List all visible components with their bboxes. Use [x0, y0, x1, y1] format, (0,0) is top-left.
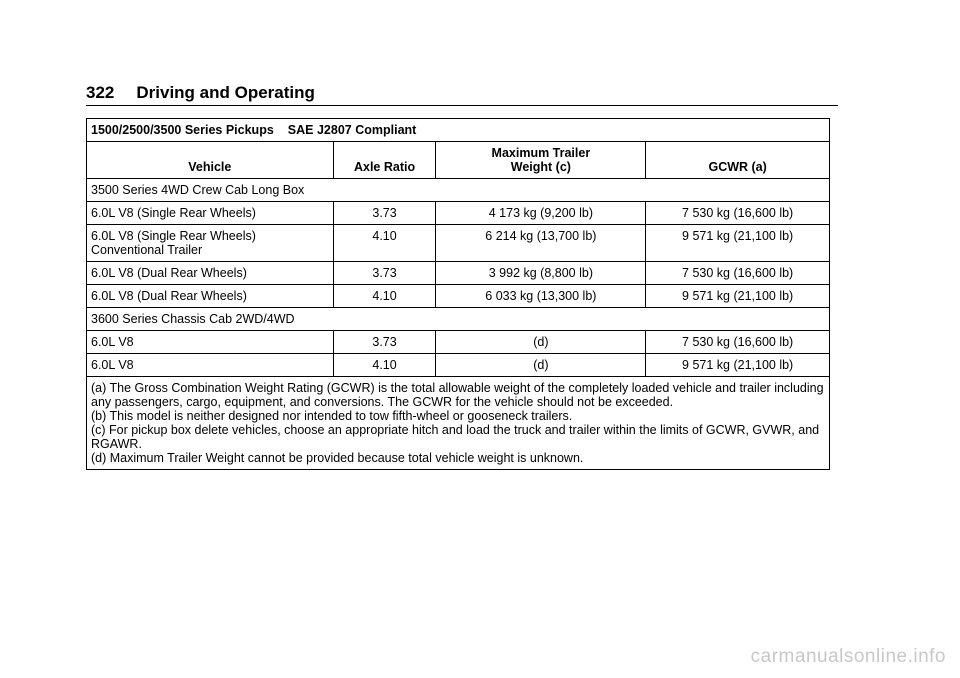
table-body — [87, 179, 830, 377]
column-header-row — [87, 142, 830, 179]
table-caption-row — [87, 119, 830, 142]
cell-vehicle — [87, 202, 334, 225]
footnote-a: (a) The Gross Combination Weight Rating (GCWR) is the total allowable weight of the completely loaded vehicle and trailer including any passengers, cargo, equipment, and conversions. The GCWR for the vehicle should not be exceeded. — [91, 381, 824, 409]
vehicle-trailer-type: Conventional Trailer — [91, 243, 203, 257]
footnote-b: (b) This model is neither designed nor intended to tow fifth-wheel or gooseneck trailers. — [91, 409, 573, 423]
table-row — [87, 262, 830, 285]
col-header-gcwr: GCWR (a) — [646, 142, 830, 179]
vehicle-name: 6.0L V8 (Single Rear Wheels) — [91, 206, 256, 220]
cell-vehicle — [87, 354, 334, 377]
cell-gcwr: 7 530 kg (16,600 lb) — [646, 202, 830, 225]
footnote-c: (c) For pickup box delete vehicles, choose an appropriate hitch and load the truck and trailer within the limits of GCWR, GVWR, and RGAWR. — [91, 423, 820, 451]
vehicle-name: 6.0L V8 — [91, 358, 134, 372]
caption-series: 1500/2500/3500 Series Pickups — [91, 123, 274, 137]
table-row — [87, 202, 830, 225]
cell-axle-ratio: 4.10 — [333, 354, 436, 377]
cell-gcwr: 9 571 kg (21,100 lb) — [646, 225, 830, 262]
page-header — [86, 82, 838, 106]
table-caption — [87, 119, 830, 142]
vehicle-name: 6.0L V8 (Single Rear Wheels) — [91, 229, 256, 243]
footnotes-row — [87, 377, 830, 470]
table-row — [87, 354, 830, 377]
cell-max-trailer-weight: 3 992 kg (8,800 lb) — [436, 262, 646, 285]
page-number: 322 — [86, 83, 115, 102]
cell-vehicle — [87, 225, 334, 262]
caption-compliance: SAE J2807 Compliant — [287, 123, 417, 137]
col-header-max-trailer-weight — [436, 142, 646, 179]
cell-axle-ratio: 3.73 — [333, 331, 436, 354]
cell-max-trailer-weight: 6 033 kg (13,300 lb) — [436, 285, 646, 308]
group-row — [87, 179, 830, 202]
cell-gcwr: 7 530 kg (16,600 lb) — [646, 331, 830, 354]
cell-gcwr: 7 530 kg (16,600 lb) — [646, 262, 830, 285]
cell-axle-ratio: 4.10 — [333, 225, 436, 262]
vehicle-name: 6.0L V8 (Dual Rear Wheels) — [91, 266, 247, 280]
cell-max-trailer-weight: (d) — [436, 331, 646, 354]
footnotes — [87, 377, 830, 470]
cell-vehicle — [87, 285, 334, 308]
table-row — [87, 225, 830, 262]
cell-vehicle — [87, 331, 334, 354]
vehicle-name: 6.0L V8 (Dual Rear Wheels) — [91, 289, 247, 303]
cell-vehicle — [87, 262, 334, 285]
group-title: 3600 Series Chassis Cab 2WD/4WD — [87, 308, 830, 331]
col-header-max-trailer-weight-text: Maximum Trailer Weight (c) — [491, 146, 591, 174]
cell-axle-ratio: 3.73 — [333, 262, 436, 285]
cell-max-trailer-weight: 4 173 kg (9,200 lb) — [436, 202, 646, 225]
watermark: carmanualsonline.info — [750, 646, 946, 667]
group-title: 3500 Series 4WD Crew Cab Long Box — [87, 179, 830, 202]
col-header-vehicle: Vehicle — [87, 142, 334, 179]
group-row — [87, 308, 830, 331]
section-title: Driving and Operating — [136, 83, 315, 102]
col-header-axle-ratio: Axle Ratio — [333, 142, 436, 179]
footnote-d: (d) Maximum Trailer Weight cannot be provided because total vehicle weight is unknown. — [91, 451, 584, 465]
table-row — [87, 285, 830, 308]
table-row — [87, 331, 830, 354]
cell-gcwr: 9 571 kg (21,100 lb) — [646, 285, 830, 308]
cell-max-trailer-weight: (d) — [436, 354, 646, 377]
cell-max-trailer-weight: 6 214 kg (13,700 lb) — [436, 225, 646, 262]
cell-axle-ratio: 4.10 — [333, 285, 436, 308]
vehicle-name: 6.0L V8 — [91, 335, 134, 349]
cell-axle-ratio: 3.73 — [333, 202, 436, 225]
towing-spec-table — [86, 118, 830, 470]
cell-gcwr: 9 571 kg (21,100 lb) — [646, 354, 830, 377]
